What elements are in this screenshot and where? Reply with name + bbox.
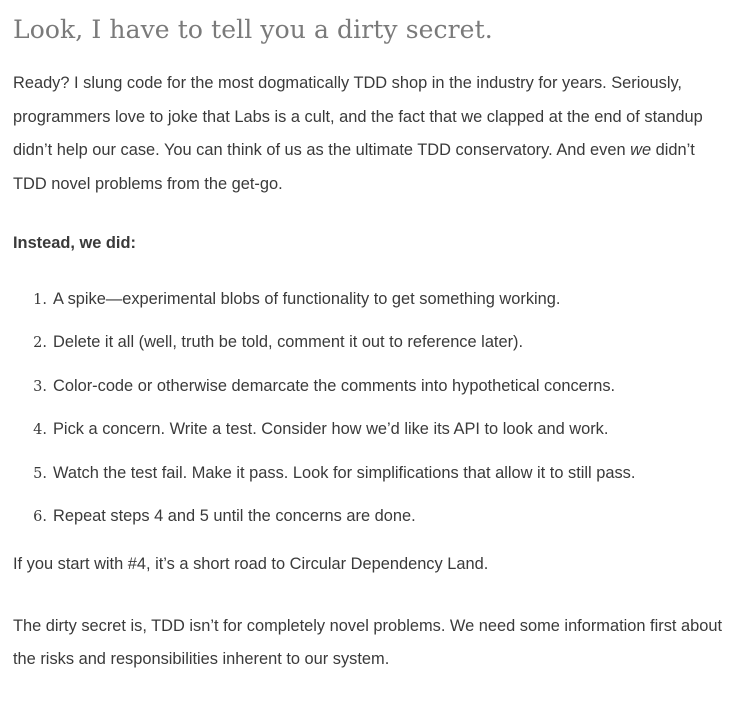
step-text: Delete it all (well, truth be told, comment it out to reference later).	[53, 333, 524, 352]
steps-list	[13, 287, 731, 531]
step-number: 4.	[33, 422, 47, 439]
list-item	[13, 374, 731, 400]
instead-label: Instead, we did:	[13, 234, 136, 252]
step-text: Color-code or otherwise demarcate the comments into hypothetical concerns.	[53, 376, 616, 395]
circular-note-paragraph: If you start with #4, it’s a short road to Circular Dependency Land.	[13, 555, 489, 574]
step-text: Watch the test fail. Make it pass. Look for simplifications that allow it to still pass.	[53, 463, 636, 482]
conclusion-paragraph: The dirty secret is, TDD isn’t for completely novel problems. We need some information first about the risks and responsibilities inherent to our system.	[13, 616, 723, 669]
list-item	[13, 504, 731, 530]
section-heading: Look, I have to tell you a dirty secret.	[13, 15, 493, 44]
step-text: A spike—experimental blobs of functionality to get something working.	[53, 289, 561, 308]
step-text: Repeat steps 4 and 5 until the concerns are done.	[53, 507, 416, 526]
step-number: 6.	[33, 509, 47, 526]
list-item	[13, 417, 731, 443]
step-number: 2.	[33, 335, 47, 352]
article-body	[13, 0, 731, 677]
step-number: 3.	[33, 378, 47, 395]
intro-text-part2: didn’t TDD novel problems from the get-go.	[13, 141, 695, 193]
intro-emphasis: we	[630, 141, 652, 159]
step-number: 1.	[33, 291, 47, 308]
intro-text-part1: Ready? I slung code for the most dogmatically TDD shop in the industry for years. Seriously, programmers love to joke that Labs is a cult, and the fact that we clapped at the end of standup didn’t help our case. You can think of us as the ultimate TDD conservatory. And even	[13, 74, 703, 159]
list-item	[13, 287, 731, 313]
step-text: Pick a concern. Write a test. Consider how we’d like its API to look and work.	[53, 420, 609, 439]
intro-paragraph	[13, 67, 731, 201]
step-number: 5.	[33, 465, 47, 482]
list-item	[13, 461, 731, 487]
list-item	[13, 330, 731, 356]
